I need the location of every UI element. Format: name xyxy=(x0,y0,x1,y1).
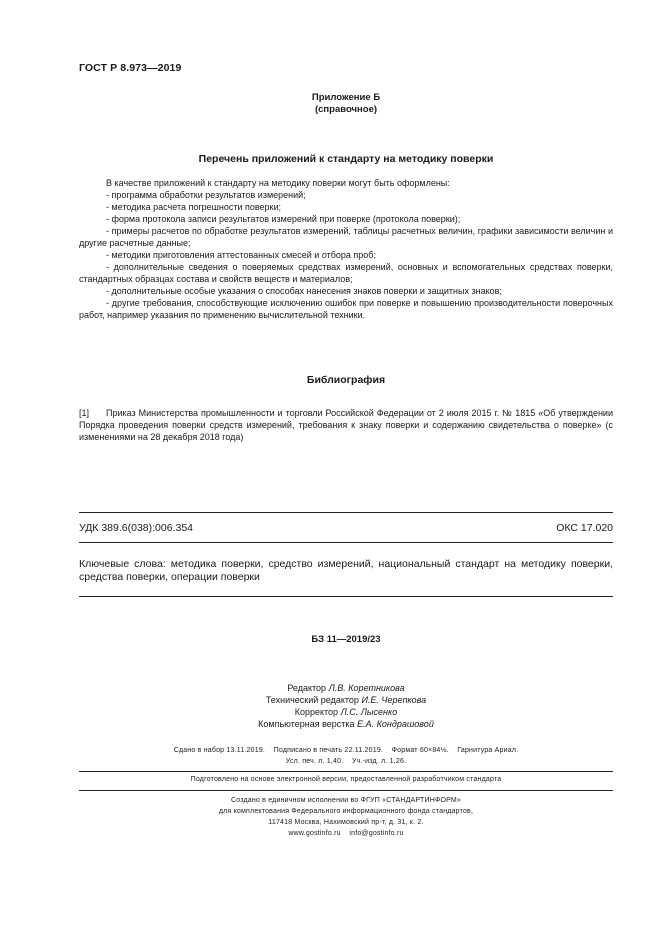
bibliography-heading: Библиография xyxy=(306,374,386,386)
appendix-paragraph: В качестве приложений к стандарту на методику поверки могут быть оформлены: xyxy=(106,178,450,188)
created-note: Создано в единичном исполнении во ФГУП «СТАНДАРТИНФОРМ» xyxy=(230,797,462,804)
bibliography-entry xyxy=(79,407,613,443)
publisher-address: 117418 Москва, Нахимовский пр-т, д. 31, к. 2. xyxy=(268,819,424,826)
keywords: Ключевые слова: методика поверки, средство измерений, национальный стандарт на методику поверки, средства поверки, операции поверки xyxy=(79,558,613,583)
divider xyxy=(79,771,613,772)
divider xyxy=(79,542,613,543)
editors-block xyxy=(79,682,613,730)
publisher-web: www.gostinfo.ru info@gostinfo.ru xyxy=(288,830,404,837)
divider xyxy=(79,512,613,513)
appendix-paragraph: - методика расчета погрешности поверки; xyxy=(106,202,282,212)
editor-role: Редактор xyxy=(287,683,327,693)
editor-name: Е.А. Кондрашовой xyxy=(357,719,434,729)
bibliography-entry-text: Приказ Министерства промышленности и торговли Российской Федерации от 2 июля 2015 г. № 1815 «Об утверждении Порядка проведения поверки средств измерений, требования к знаку поверки и содержанию свидетельства о поверке» (с изменениями на 28 декабря 2018 года) xyxy=(79,408,613,442)
appendix-paragraph: - примеры расчетов по обработке результатов измерений, таблицы расчетных величин, графики зависимости величин и другие расчетные данные; xyxy=(79,226,613,248)
created-note: для комплектования Федерального информационного фонда стандартов, xyxy=(218,808,474,815)
appendix-paragraph: - дополнительные особые указания о способах нанесения знаков поверки и защитных знаков; xyxy=(106,286,502,296)
divider xyxy=(79,596,613,597)
editor-role: Компьютерная верстка xyxy=(258,719,355,729)
divider xyxy=(79,790,613,791)
appendix-paragraph: - форма протокола записи результатов измерений при поверке (протокола поверки); xyxy=(106,214,461,224)
print-info: Сдано в набор 13.11.2019. Подписано в печать 22.11.2019. Формат 60×84⅛. Гарнитура Ариал. xyxy=(173,747,519,754)
editor-role: Технический редактор xyxy=(265,695,359,705)
editor-name: Л.С. Лысенко xyxy=(340,707,398,717)
appendix-heading: Перечень приложений к стандарту на методику поверки xyxy=(198,153,494,165)
udk-code: УДК 389.6(038):006.354 xyxy=(79,522,194,534)
editor-line xyxy=(79,682,613,694)
appendix-paragraph: - дополнительные сведения о поверяемых средствах измерений, основных и вспомогательных средствах поверки, стандартных образцах состава и свойств веществ и материалов; xyxy=(79,262,613,284)
editor-line xyxy=(79,706,613,718)
editor-role: Корректор xyxy=(294,707,339,717)
appendix-paragraph: - методики приготовления аттестованных смесей и отбора проб; xyxy=(106,250,376,260)
print-info: Усл. печ. л. 1,40. Уч.-изд. л. 1,26. xyxy=(285,758,407,765)
editor-line xyxy=(79,718,613,730)
appendix-subtitle: (справочное) xyxy=(314,104,378,115)
appendix-title: Приложение Б xyxy=(311,92,381,103)
document-standard-number: ГОСТ Р 8.973—2019 xyxy=(79,62,182,74)
prepared-note: Подготовлено на основе электронной версии, предоставленной разработчиком стандарта xyxy=(190,776,502,783)
editor-name: Л.В. Коретникова xyxy=(328,683,405,693)
appendix-paragraph: - программа обработки результатов измерений; xyxy=(106,190,306,200)
bibliography-entry-number: [1] xyxy=(79,408,90,418)
bz-number: БЗ 11—2019/23 xyxy=(311,634,381,645)
editor-line xyxy=(79,694,613,706)
appendix-paragraph: - другие требования, способствующие исключению ошибок при поверке и повышению производительности поверочных работ, например указания по применению вычислительной техники. xyxy=(79,298,613,320)
editor-name: И.Е. Черепкова xyxy=(361,695,427,705)
oks-code: ОКС 17.020 xyxy=(556,522,613,534)
